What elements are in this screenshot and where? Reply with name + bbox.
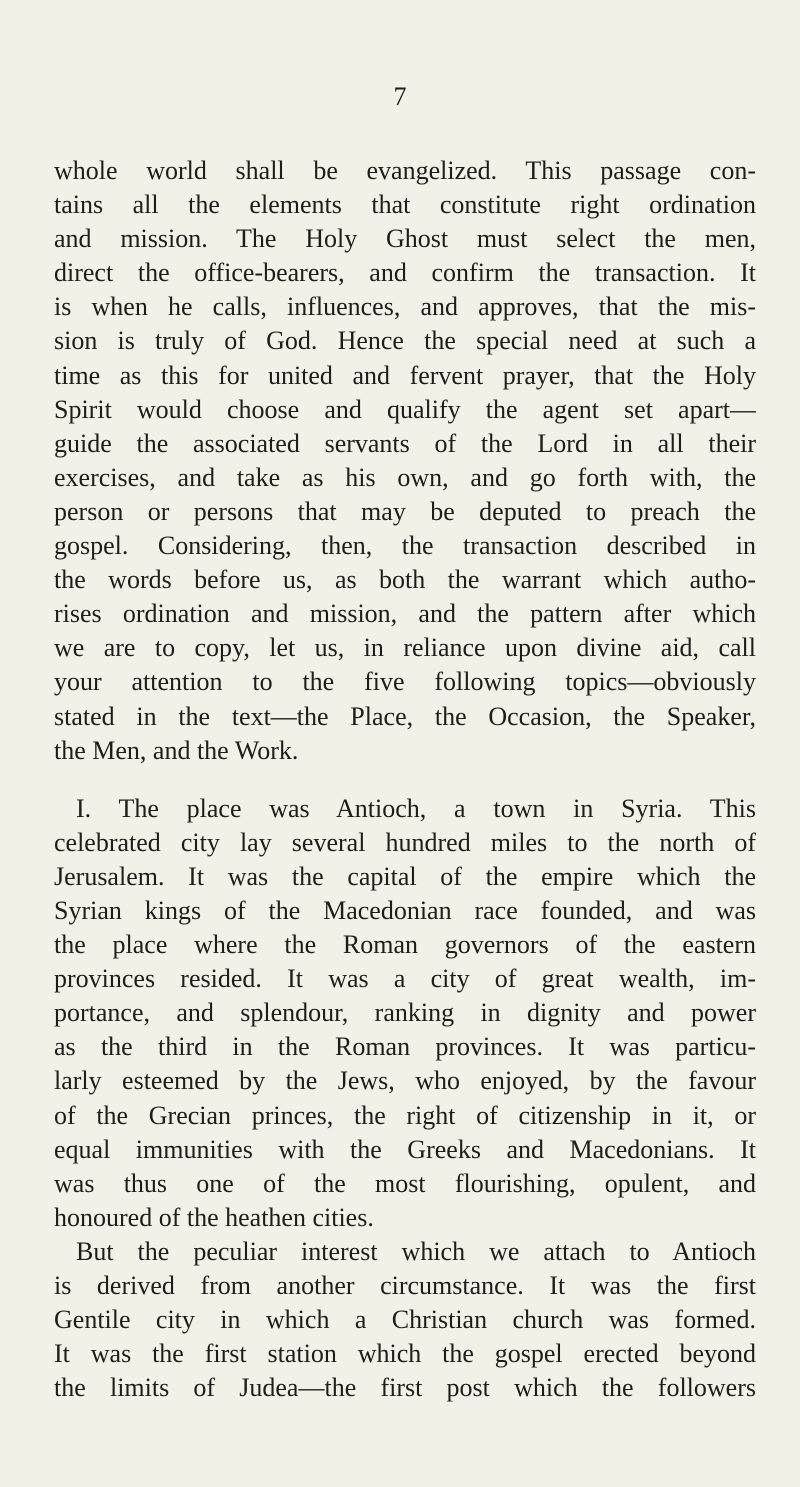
text-line: sion is truly of God. Hence the special need at such a — [54, 326, 756, 356]
text-line: we are to copy, let us, in reliance upon divine aid, call — [54, 633, 756, 663]
text-line: the place where the Roman governors of the eastern — [54, 930, 756, 960]
text-line: Syrian kings of the Macedonian race founded, and was — [54, 895, 756, 925]
text-line: portance, and splendour, ranking in dignity and power — [54, 998, 756, 1028]
text-line: is derived from another circumstance. It was the first — [54, 1271, 756, 1300]
text-line: exercises, and take as his own, and go forth with, the — [54, 462, 756, 492]
text-line: as the third in the Roman provinces. It was particu- — [54, 1032, 756, 1062]
text-line: Jerusalem. It was the capital of the empire which the — [54, 861, 756, 891]
text-line: of the Grecian princes, the right of citizenship in it, or — [54, 1100, 756, 1130]
text-line: person or persons that may be deputed to preach the — [54, 496, 756, 526]
text-line: rises ordination and mission, and the pattern after which — [54, 599, 756, 629]
text-line: tains all the elements that constitute right ordination — [54, 190, 756, 220]
paragraph-gap — [54, 768, 756, 792]
text-line: larly esteemed by the Jews, who enjoyed, by the favour — [54, 1066, 756, 1096]
text-line: time as this for united and fervent prayer, that the Holy — [54, 360, 756, 390]
text-line: is when he calls, influences, and approves, that the mis- — [54, 292, 756, 322]
paragraph-2 — [54, 792, 756, 1235]
text-line: your attention to the five following topics—obviously — [54, 667, 756, 697]
text-line: gospel. Considering, then, the transaction described in — [54, 531, 756, 561]
text-line: celebrated city lay several hundred miles to the north of — [54, 827, 756, 857]
text-line: honoured of the heathen cities. — [54, 1202, 374, 1232]
page-number: 7 — [393, 82, 407, 111]
text-line: direct the office-bearers, and confirm the transaction. It — [54, 258, 756, 288]
text-line: stated in the text—the Place, the Occasion, the Speaker, — [54, 701, 756, 731]
text-line: I. The place was Antioch, a town in Syria. This — [76, 793, 756, 823]
text-line: equal immunities with the Greeks and Macedonians. It — [54, 1134, 756, 1164]
text-line: the words before us, as both the warrant which autho- — [54, 565, 756, 595]
paragraph-3 — [54, 1235, 756, 1405]
text-line: But the peculiar interest which we attach to Antioch — [76, 1236, 756, 1266]
text-line: provinces resided. It was a city of great wealth, im- — [54, 964, 756, 994]
text-line: guide the associated servants of the Lord in all their — [54, 428, 756, 458]
text-line: the Men, and the Work. — [54, 735, 299, 765]
text-line: It was the first station which the gospel erected beyond — [54, 1339, 756, 1369]
body-text — [54, 154, 756, 1405]
text-line: the limits of Judea—the first post which the followers — [54, 1373, 756, 1403]
text-line: was thus one of the most flourishing, opulent, and — [54, 1168, 756, 1198]
text-line: and mission. The Holy Ghost must select the men, — [54, 224, 756, 254]
paragraph-1 — [54, 154, 756, 768]
text-line: Spirit would choose and qualify the agent set apart— — [54, 394, 756, 424]
text-line: Gentile city in which a Christian church was formed. — [54, 1305, 756, 1335]
text-line: whole world shall be evangelized. This passage con- — [54, 156, 756, 185]
